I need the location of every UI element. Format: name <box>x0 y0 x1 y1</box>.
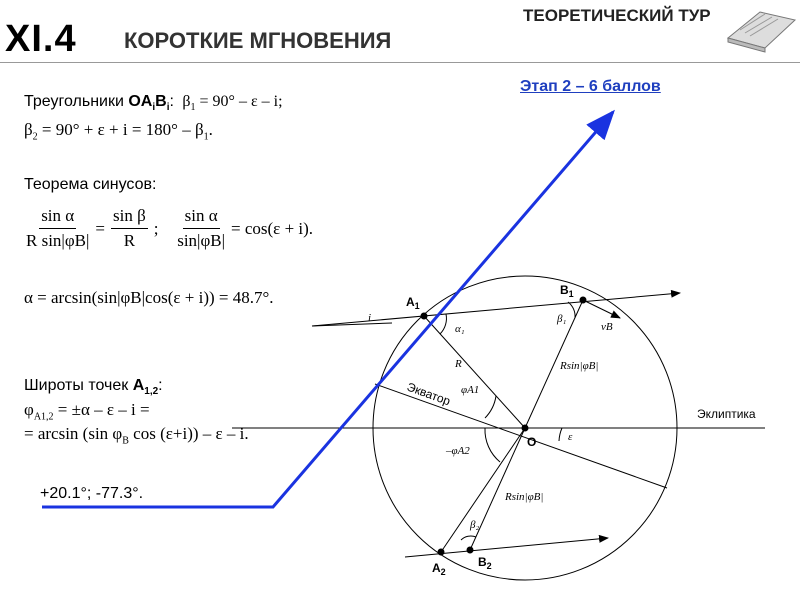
f1-num: sin α <box>39 206 76 229</box>
page-title: КОРОТКИЕ МГНОВЕНИЯ <box>124 28 392 53</box>
label-phiA2: –φA2 <box>446 445 470 457</box>
f2-den: R <box>123 231 136 250</box>
lat-sub: 1,2 <box>144 386 159 398</box>
label-B2: $B_2$ <box>478 555 492 571</box>
tri-b: B <box>155 93 167 110</box>
phi-rhs-1: = ±α – ε – i = <box>53 400 150 419</box>
beta2-end-sub: 1 <box>203 131 209 143</box>
vB-arrow <box>583 300 620 318</box>
tri-sub-2: i <box>166 102 170 114</box>
tri-prefix: Треугольники <box>24 93 129 110</box>
lat-prefix: Широты точек <box>24 377 133 394</box>
phi-lhs-2: = arcsin (sin φ <box>24 424 123 443</box>
label-equator: Экватор <box>404 379 453 409</box>
beta1-sym: β <box>182 93 191 110</box>
phi-sym-1: φ <box>24 400 34 419</box>
lat-colon: : <box>158 377 163 394</box>
phi-sub-1: A1,2 <box>33 411 54 423</box>
label-A2: $A_2$ <box>432 561 446 577</box>
beta2-rhs: = 90° + ε + i = 180° – β <box>37 120 204 139</box>
bottom-chord <box>405 538 608 557</box>
beta2-sub: 2 <box>32 131 38 143</box>
label-vB: vB <box>601 321 613 333</box>
label-phiA1: φA1 <box>461 384 480 396</box>
sine-theorem-equation: $\frac{\text{sin α}}{\text{R sin|φB|}}$ = $\frac{\text{sin β}}{R}$ ; $\frac{\text{sin α}}{\sin|\varphi B|}$ = cos(ε + i). <box>26 206 314 250</box>
point-A1 <box>421 313 428 320</box>
label-i: i <box>368 312 372 324</box>
beta2-arc <box>461 536 476 540</box>
answer-values: +20.1°; -77.3°. <box>40 485 144 502</box>
label-B1: $B_1$ <box>560 283 574 299</box>
f3-rhs: = cos(ε + i). <box>231 218 314 238</box>
label-beta1: β₁ <box>557 313 567 325</box>
point-B1 <box>580 297 587 304</box>
label-ecliptic: Эклиптика <box>697 407 756 421</box>
beta1-arc <box>568 302 575 318</box>
phiA1-arc <box>485 396 496 418</box>
stage-points: Этап 2 – 6 баллов <box>520 78 661 95</box>
phiA2-arc <box>485 428 500 462</box>
phi-rhs-2: cos (ε+i)) – ε – i. <box>128 424 249 443</box>
beta2-dot: . <box>208 120 213 139</box>
point-O <box>522 425 529 432</box>
eps-arc <box>559 428 562 441</box>
f3-den: sin|φB| <box>177 231 226 250</box>
f3-num: sin α <box>183 206 220 229</box>
tour-label: ТЕОРЕТИЧЕСКИЙ ТУР <box>523 6 711 25</box>
f1-den: R sin|φB| <box>26 231 90 250</box>
alpha-equation: α = arcsin(sin|φB|cos(ε + i)) = 48.7°. <box>24 288 274 307</box>
phi-sub-2: B <box>122 435 129 447</box>
f2-num: sin β <box>111 206 148 229</box>
label-beta2: β₂ <box>470 519 480 531</box>
label-A1: $A_1$ <box>406 295 420 311</box>
sine-theorem-heading: Теорема синусов: <box>24 176 157 193</box>
section-badge: XI.4 <box>5 18 77 60</box>
point-A2 <box>438 549 445 556</box>
tri-name: OA <box>128 93 153 110</box>
alpha1-arc <box>440 314 446 334</box>
label-Rsin-top: Rsin|φB| <box>560 360 599 372</box>
tri-sub-1: i <box>152 102 156 114</box>
radius-O-B2 <box>470 428 525 550</box>
label-Rsin-bottom: Rsin|φB| <box>505 491 544 503</box>
beta1-rhs: = 90° – ε – i; <box>195 93 283 110</box>
label-O: O <box>527 435 537 449</box>
lat-pts: A <box>132 377 145 394</box>
label-R: R <box>455 358 462 370</box>
radius-O-A1 <box>424 316 525 428</box>
tri-colon: : <box>169 93 174 110</box>
label-eps: ε <box>568 431 573 443</box>
label-alpha1: α₁ <box>455 323 465 335</box>
beta1-sub: 1 <box>190 102 196 114</box>
point-B2 <box>467 547 474 554</box>
beta2-sym: β <box>24 120 33 139</box>
